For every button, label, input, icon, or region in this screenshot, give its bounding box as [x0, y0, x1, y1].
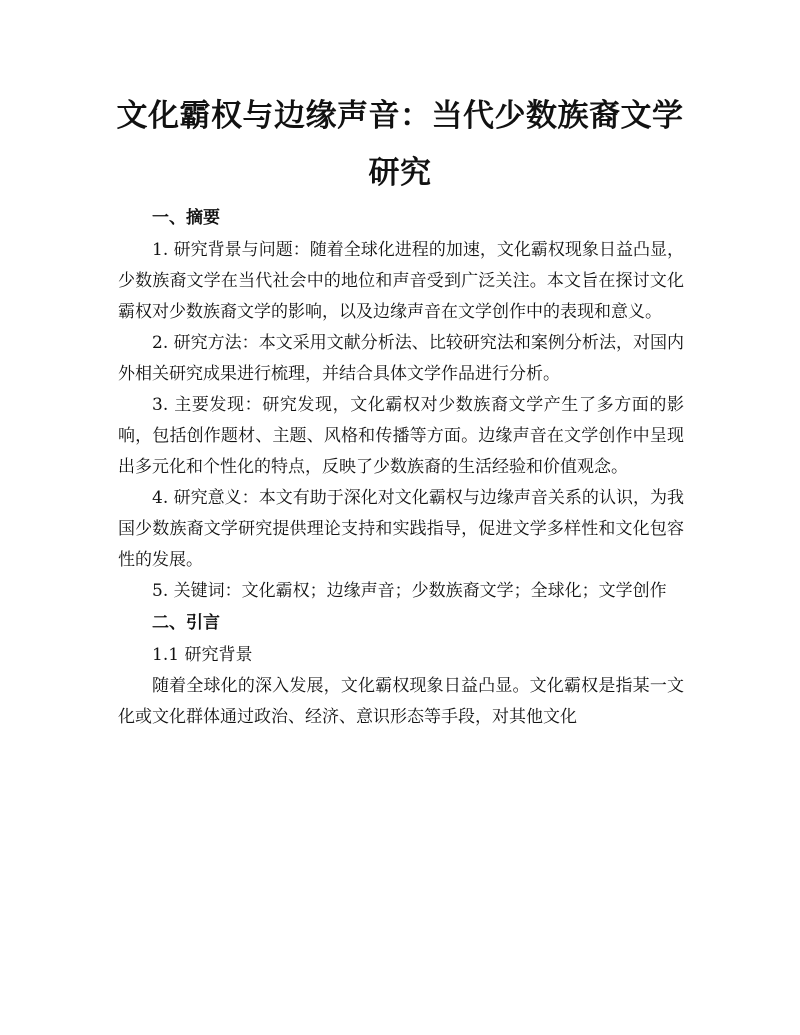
background-paragraph: 随着全球化的深入发展，文化霸权现象日益凸显。文化霸权是指某一文化或文化群体通过政治、经济、意识形态等手段，对其他文化	[118, 676, 684, 727]
abstract-item-5: 5. 关键词：文化霸权；边缘声音；少数族裔文学；全球化；文学创作	[152, 581, 667, 601]
abstract-item-2: 2. 研究方法：本文采用文献分析法、比较研究法和案例分析法，对国内外相关研究成果进行梳理，并结合具体文学作品进行分析。	[118, 333, 684, 384]
document-title: 文化霸权与边缘声音：当代少数族裔文学研究	[116, 98, 684, 191]
section-heading-introduction: 二、引言	[152, 613, 220, 633]
abstract-item-1: 1. 研究背景与问题：随着全球化进程的加速，文化霸权现象日益凸显，少数族裔文学在当代社会中的地位和声音受到广泛关注。本文旨在探讨文化霸权对少数族裔文学的影响，以及边缘声音在文学创作中的表现和意义。	[118, 240, 684, 322]
document-body	[118, 202, 684, 733]
abstract-item-4: 4. 研究意义：本文有助于深化对文化霸权与边缘声音关系的认识，为我国少数族裔文学研究提供理论支持和实践指导，促进文学多样性和文化包容性的发展。	[118, 488, 684, 570]
abstract-item-3: 3. 主要发现：研究发现，文化霸权对少数族裔文学产生了多方面的影响，包括创作题材、主题、风格和传播等方面。边缘声音在文学创作中呈现出多元化和个性化的特点，反映了少数族裔的生活经验和价值观念。	[118, 395, 684, 477]
section-heading-abstract: 一、摘要	[152, 208, 220, 228]
subsection-heading-background: 1.1 研究背景	[152, 645, 253, 665]
